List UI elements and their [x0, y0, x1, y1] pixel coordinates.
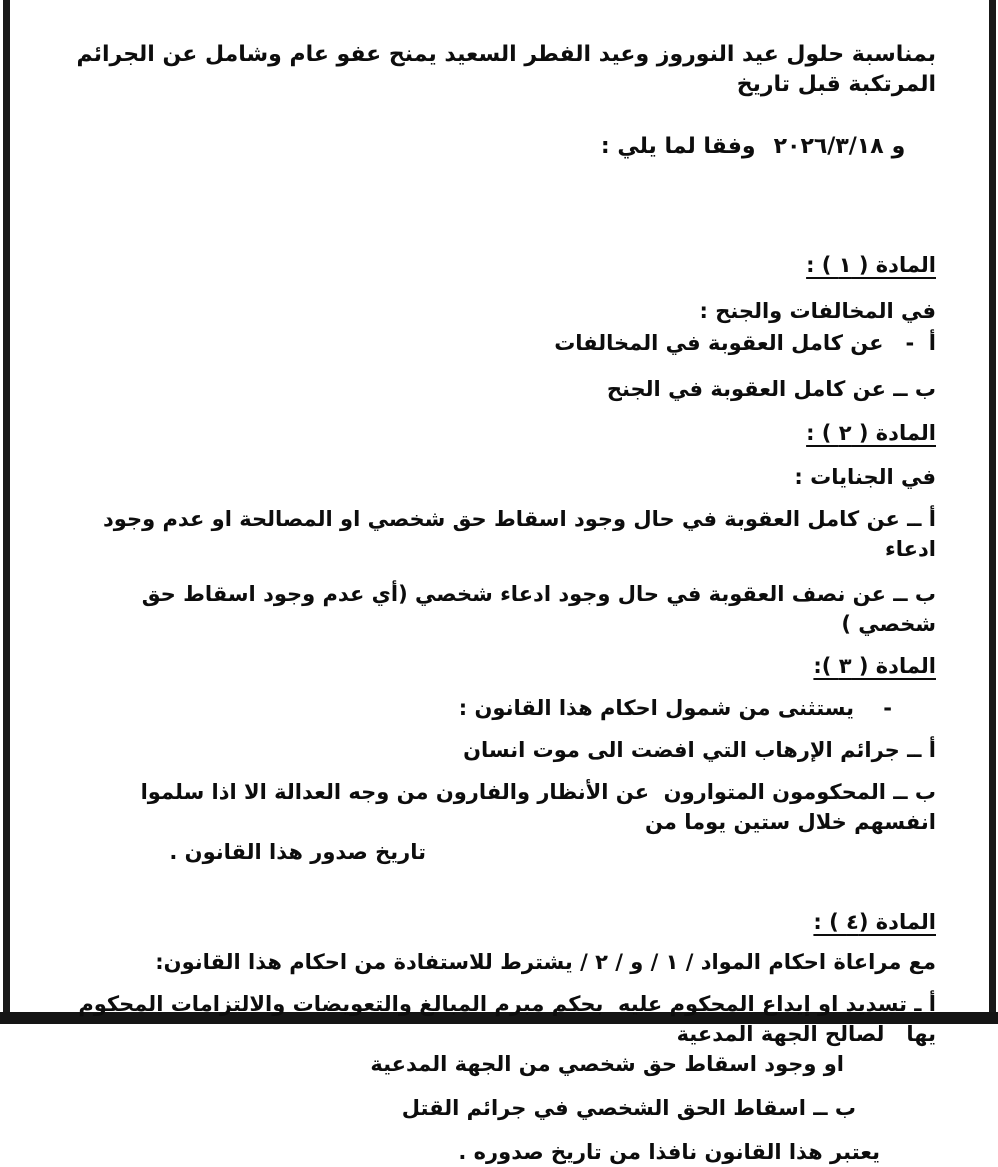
- article-2-scope: في الجنايات :: [794, 465, 936, 489]
- header-conjunction: و: [891, 134, 906, 159]
- article-4-item-a-line-1: أ ـ تسديد او إيداع المحكوم عليه بحكم مبرم المبالغ والتعويضات والالتزامات المحكوم يها لصالح الجهة المدعية: [71, 992, 936, 1046]
- header-line-2: [58, 102, 936, 192]
- scan-edge-left: [3, 0, 10, 1016]
- effective-date: ٢٠٢٦/٣/١٨: [773, 134, 884, 159]
- amnesty-decree-document: [58, 40, 936, 1167]
- header-line-1: بمناسبة حلول عيد النوروز وعيد الفطر السعيد يمنح عفو عام وشامل عن الجرائم المرتكبة قبل تاريخ: [68, 42, 936, 97]
- article-4-item-a-line-2: او وجود اسقاط حق شخصي من الجهة المدعية: [370, 1052, 844, 1076]
- article-2-item-a: أ ــ عن كامل العقوبة في حال وجود اسقاط حق شخصي او المصالحة او عدم وجود ادعاء: [95, 507, 936, 561]
- article-4-intro: مع مراعاة احكام المواد / ١ / و / ٢ / يشترط للاستفادة من احكام هذا القانون:: [155, 950, 936, 974]
- article-2-title: المادة ( ٢ ) :: [806, 421, 936, 445]
- article-4-item-b: ب ــ اسقاط الحق الشخصي في جرائم القتل: [401, 1096, 856, 1120]
- article-4-title: المادة (٤ ) :: [813, 910, 936, 934]
- closing-clause: يعتبر هذا القانون نافذا من تاريخ صدوره .: [458, 1140, 880, 1164]
- scan-edge-right: [989, 0, 996, 1016]
- article-3-item-a: أ ــ جرائم الإرهاب التي افضت الى موت انسان: [463, 738, 936, 762]
- article-1-scope: في المخالفات والجنح :: [699, 299, 936, 323]
- article-2-item-b: ب ــ عن نصف العقوبة في حال وجود ادعاء شخصي (أي عدم وجود اسقاط حق شخصي ): [134, 582, 936, 636]
- article-1-title: المادة ( ١ ) :: [806, 253, 936, 277]
- article-3-title: المادة ( ٣ ):: [813, 654, 936, 678]
- header-line-2-text: وفقا لما يلي :: [600, 134, 756, 159]
- article-3-intro: - يستثنى من شمول احكام هذا القانون :: [458, 696, 892, 720]
- article-3-item-b-line-2: تاريخ صدور هذا القانون .: [169, 840, 426, 864]
- article-1-item-b: ب ــ عن كامل العقوبة في الجنح: [606, 377, 936, 401]
- article-1-item-a: أ - عن كامل العقوبة في المخالفات: [554, 331, 936, 355]
- article-3-item-b-line-1: ب ــ المحكومون المتوارون عن الأنظار والفارون من وجه العدالة الا اذا سلموا انفسهم خلال ستين يوما من: [133, 780, 936, 834]
